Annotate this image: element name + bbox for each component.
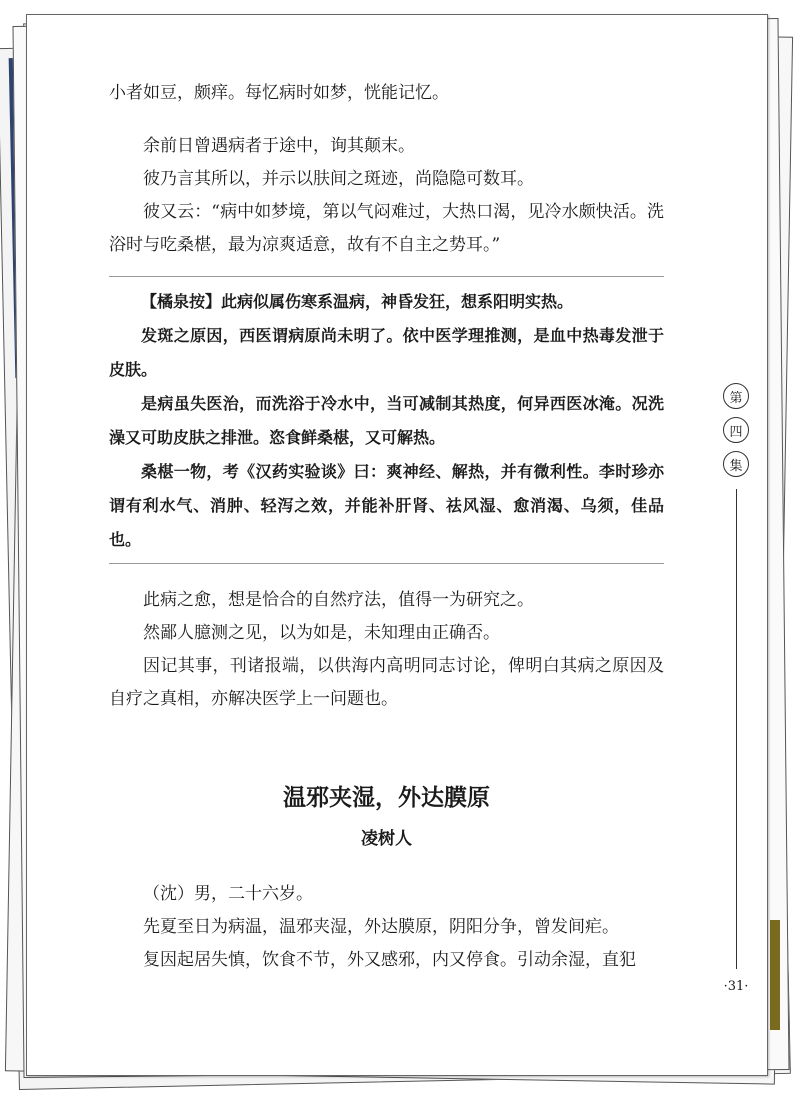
volume-marker [717, 383, 755, 969]
commentary-paragraph: 桑椹一物，考《汉药实验谈》曰：爽神经、解热，并有微利性。李时珍亦谓有利水气、消肿、轻泻之效，并能补肝肾、祛风湿、愈消渴、乌须，佳品也。 [109, 462, 664, 549]
margin-rule [736, 489, 737, 969]
body-paragraph: 彼又云：“病中如梦境，第以气闷难过，大热口渴，见冷水颇快活。洗浴时与吃桑椹，最为凉爽适意，故有不自主之势耳。” [109, 202, 664, 255]
body-paragraph: 此病之愈，想是恰合的自然疗法，值得一为研究之。 [143, 590, 534, 610]
body-paragraph: 小者如豆，颇痒。每忆病时如梦，恍能记忆。 [109, 83, 449, 103]
section-author: 凌树人 [361, 829, 412, 849]
body-paragraph: 彼乃言其所以，并示以肤间之斑迹，尚隐隐可数耳。 [143, 169, 534, 189]
case-paragraph: （沈）男，二十六岁。 [143, 884, 313, 904]
cover-edge-gold [770, 920, 780, 1030]
volume-char: 四 [723, 417, 749, 443]
section-title: 温邪夹湿，外达膜原 [283, 784, 490, 811]
commentary-paragraph: 【橘泉按】此病似属伤寒系温病，神昏发狂，想系阳明实热。 [141, 292, 574, 311]
commentary-paragraph: 是病虽失医治，而洗浴于冷水中，当可减制其热度，何异西医冰淹。况洗澡又可助皮肤之排泄。恣食鲜桑椹，又可解热。 [109, 394, 664, 447]
volume-char: 第 [723, 383, 749, 409]
case-paragraph: 先夏至日为病温，温邪夹湿，外达膜原，阴阳分争，曾发间疟。 [143, 917, 619, 937]
volume-char: 集 [723, 451, 749, 477]
commentary-box [109, 276, 664, 564]
case-paragraph: 复因起居失慎，饮食不节，外又感邪，内又停食。引动余湿，直犯 [143, 950, 636, 970]
commentary-paragraph: 发斑之原因，西医谓病原尚未明了。依中医学理推测，是血中热毒发泄于皮肤。 [109, 326, 664, 379]
page-content [109, 77, 664, 977]
body-paragraph: 然鄙人臆测之见，以为如是，未知理由正确否。 [143, 623, 500, 643]
body-paragraph: 因记其事，刊诸报端，以供海内高明同志讨论，俾明白其病之原因及自疗之真相，亦解决医学上一问题也。 [109, 656, 664, 709]
page-number: ·31· [723, 979, 749, 994]
body-paragraph: 余前日曾遇病者于途中，询其颠末。 [143, 136, 415, 156]
book-page [26, 14, 768, 1076]
